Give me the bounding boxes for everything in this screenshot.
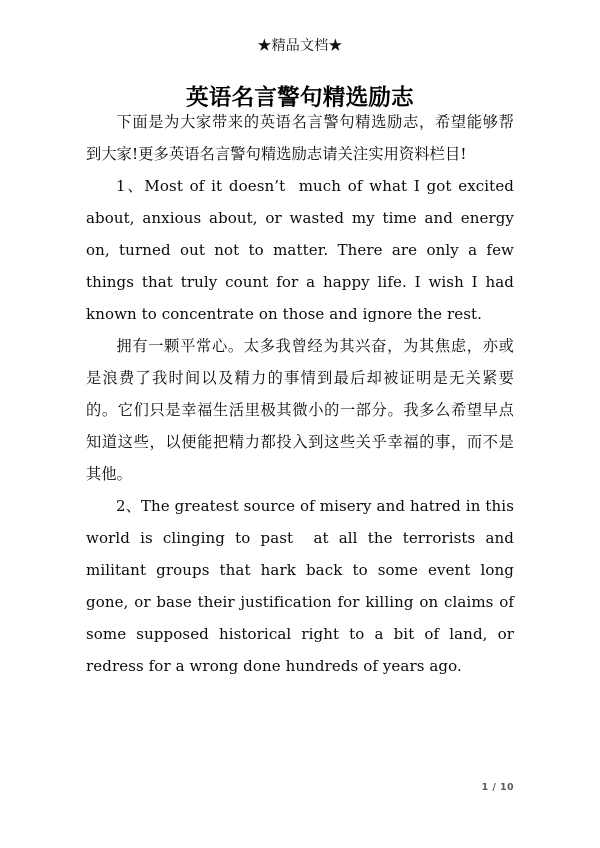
document-header-banner: ★精品文档★ [257,39,343,54]
document-body [86,106,519,682]
paragraph-item-1-chinese: 拥有一颗平常心。太多我曾经为其兴奋，为其焦虑，亦或是浪费了我时间以及精力的事情到最后却被证明是无关紧要的。它们只是幸福生活里极其微小的一部分。我多么希望早点知道这些，以便能把精力都投入到这些关乎幸福的事，而不是其他。 [86,337,514,483]
page-number-footer: 1 / 10 [481,782,514,793]
paragraph-item-1-english: 1、Most of it doesn’t much of what I got excited about, anxious about, or wasted my time and energy on, turned out not to matter. There are only a few things that truly count for a happy life. I wish I had known to concentrate on those and ignore the rest. [86,177,519,323]
paragraph-item-2-english: 2、The greatest source of misery and hatred in this world is clinging to past at all the terrorists and militant groups that hark back to some event long gone, or base their justification for killing on claims of some supposed historical right to a bit of land, or redress for a wrong done hundreds of years ago. [86,497,519,675]
paragraph-intro: 下面是为大家带来的英语名言警句精选励志，希望能够帮到大家!更多英语名言警句精选励志请关注实用资料栏目! [86,113,514,163]
page-title: 英语名言警句精选励志 [185,85,414,112]
